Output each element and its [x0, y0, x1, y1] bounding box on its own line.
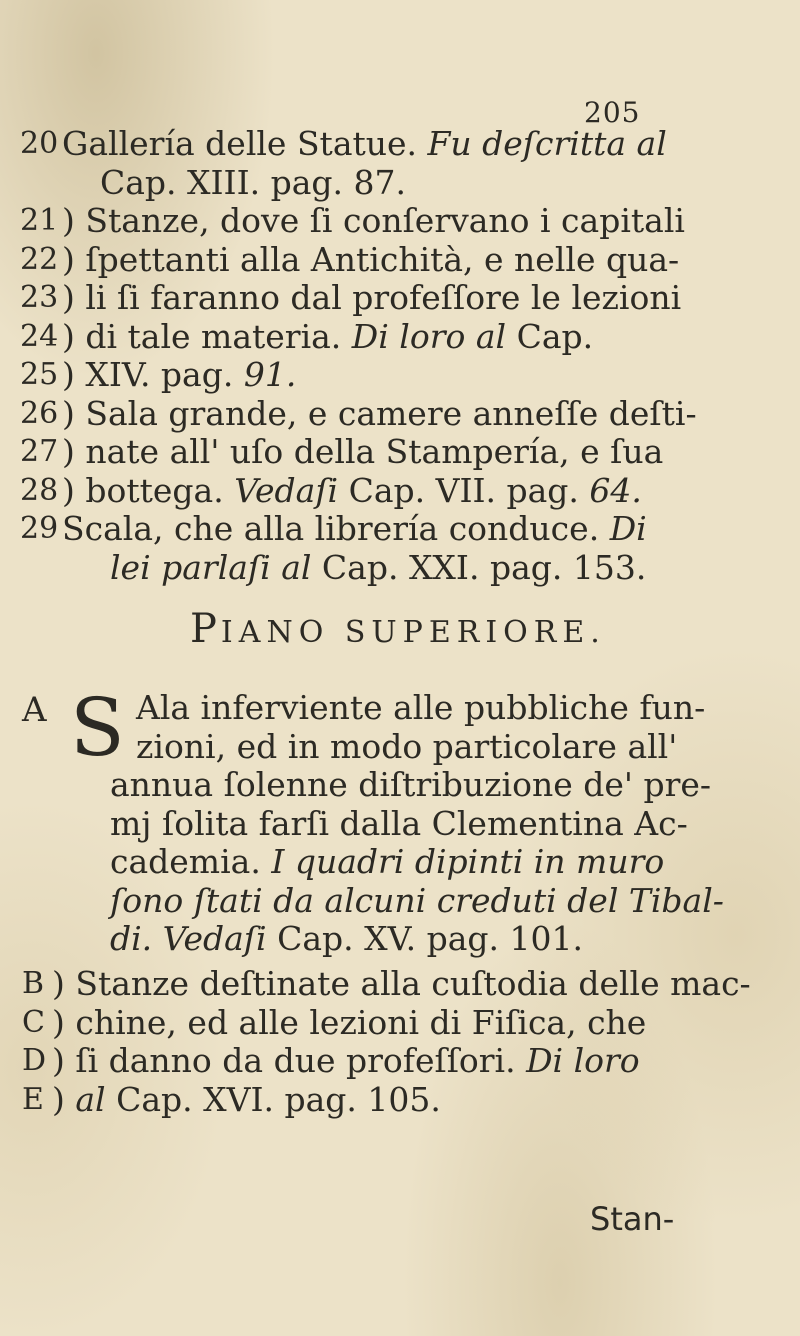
- drop-capital: S: [70, 681, 125, 774]
- text-run: cademia.: [110, 842, 272, 881]
- text-run: ) Stanze deſtinate alla cuſtodia delle mac-: [52, 964, 751, 1003]
- text-line: [62, 317, 593, 357]
- text-line: [62, 240, 679, 280]
- text-line: [100, 163, 406, 203]
- text-run: zioni, ed in modo particolare all': [136, 726, 678, 766]
- text-run: Ala inferviente alle pubbliche fun-: [136, 688, 706, 727]
- text-run: Di loro al: [351, 316, 507, 356]
- text-line: [110, 548, 646, 588]
- text-run: [152, 919, 163, 958]
- text-run: Di: [609, 509, 647, 548]
- catchword: Stan-: [590, 1200, 675, 1238]
- text-line: [110, 804, 688, 844]
- text-line: [52, 1041, 640, 1081]
- text-line: [62, 124, 667, 164]
- heading-capital: P: [190, 606, 221, 652]
- text-run: ) nate all' uſo della Stampería, e ſua: [62, 432, 664, 471]
- line-number: 20: [20, 126, 59, 161]
- text-line: [62, 471, 642, 511]
- text-line: [62, 355, 296, 395]
- text-run: Gallería delle Statue.: [62, 124, 428, 163]
- text-run: ſono ſtati da alcuni creduti del Tibal-: [110, 880, 724, 920]
- text-run: 64.: [589, 470, 642, 510]
- text-line: [52, 1080, 441, 1120]
- text-run: ) chine, ed alle lezioni di Fiſica, che: [52, 1002, 647, 1042]
- text-line: [52, 964, 751, 1004]
- line-number: C: [22, 1004, 45, 1040]
- line-number: 28: [20, 472, 59, 508]
- text-run: I quadri dipinti in muro: [271, 842, 665, 881]
- line-number: 27: [20, 434, 59, 469]
- text-run: ): [52, 1079, 76, 1119]
- text-line: [62, 201, 685, 241]
- line-number: 25: [20, 357, 59, 392]
- text-run: di.: [110, 919, 153, 958]
- text-line: [52, 1003, 646, 1043]
- page-number: 205: [584, 96, 641, 129]
- text-run: Vedaſi: [162, 919, 267, 958]
- text-run: Cap. VII. pag.: [338, 470, 590, 510]
- text-run: mj ſolita farſi dalla Clementina Ac-: [110, 803, 688, 843]
- text-run: Cap. XXI. pag. 153.: [311, 547, 647, 587]
- text-run: ) li ſi faranno dal profeſſore le lezioni: [62, 278, 682, 317]
- text-line: [110, 919, 583, 959]
- line-number: 24: [20, 318, 59, 354]
- text-line: [62, 432, 663, 472]
- text-line: [62, 278, 681, 318]
- section-key-a: A: [22, 690, 47, 730]
- line-number: D: [22, 1043, 47, 1078]
- line-number: E: [22, 1081, 44, 1117]
- line-number: 23: [20, 280, 59, 315]
- heading-text: IANO SUPERIORE.: [220, 615, 606, 650]
- line-number: 22: [20, 241, 59, 277]
- text-run: Cap. XIII. pag. 87.: [100, 162, 406, 202]
- text-run: 91.: [243, 355, 297, 394]
- text-run: annua ſolenne diſtribuzione de' pre-: [110, 765, 712, 804]
- text-run: Di loro: [526, 1041, 640, 1080]
- text-run: ) XIV. pag.: [62, 355, 244, 394]
- text-line: [136, 688, 705, 728]
- text-run: Cap. XV. pag. 101.: [266, 919, 584, 958]
- text-run: ) bottega.: [62, 470, 235, 510]
- text-line: [110, 765, 711, 805]
- text-line: [62, 394, 697, 434]
- text-run: Scala, che alla librería conduce.: [62, 509, 610, 548]
- text-run: Cap.: [506, 316, 594, 356]
- text-run: ) ſi danno da due profeſſori.: [52, 1041, 527, 1080]
- text-run: ) ſpettanti alla Antichità, e nelle qua-: [62, 239, 680, 279]
- line-number: 29: [20, 511, 59, 546]
- text-run: Vedaſi: [234, 470, 339, 510]
- text-line: [110, 842, 664, 882]
- text-line: [136, 727, 677, 767]
- text-run: Cap. XVI. pag. 105.: [105, 1079, 441, 1119]
- line-number: 26: [20, 395, 59, 431]
- line-number: 21: [20, 203, 59, 238]
- text-run: ) di tale materia.: [62, 316, 352, 356]
- text-run: ) Stanze, dove ſi conſervano i capitali: [62, 201, 685, 240]
- text-run: Fu deſcritta al: [427, 124, 667, 163]
- text-run: ) Sala grande, e camere anneſſe deſti-: [62, 393, 697, 433]
- line-number: B: [22, 966, 45, 1001]
- text-run: al: [75, 1079, 106, 1119]
- text-run: lei parlaſi al: [110, 547, 312, 587]
- text-line: [62, 509, 647, 549]
- section-heading: [190, 606, 606, 652]
- text-line: [110, 881, 724, 921]
